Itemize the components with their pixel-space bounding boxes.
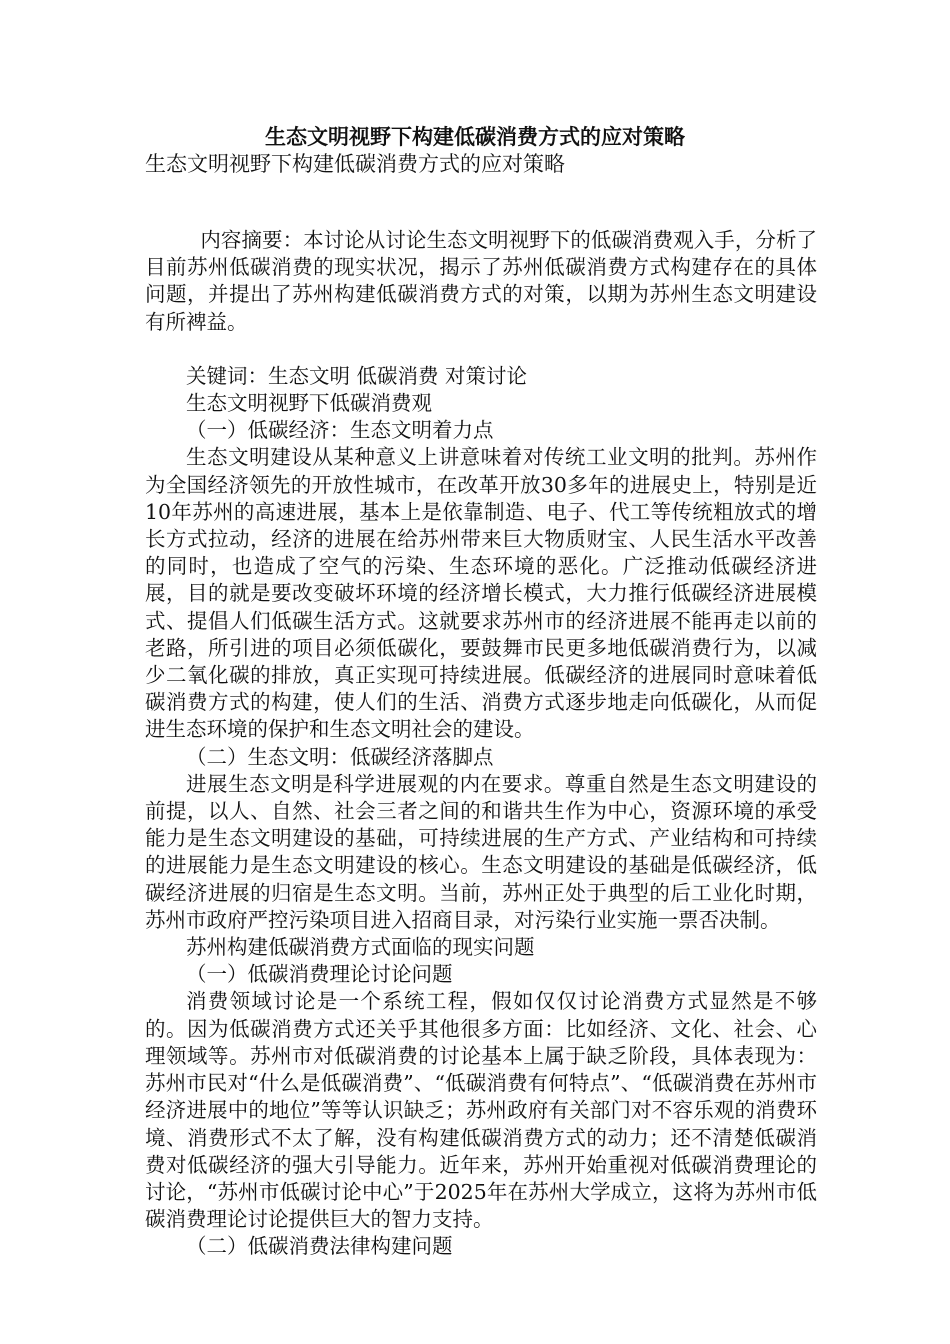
section-heading-1: 生态文明视野下低碳消费观 bbox=[186, 391, 432, 416]
spacer bbox=[145, 336, 817, 363]
paragraph-1-1: 生态文明建设从某种意义上讲意味着对传统工业文明的批判。苏州作为全国经济领先的开放性城市，在改革开放30多年的进展史上，特别是近10年苏州的高速进展，基本上是依靠制造、电子、代工等传统粗放式的增长方式拉动，经济的进展在给苏州带来巨大物质财宝、人民生活水平改善的同时，也造成了空气的污染、生态环境的恶化。广泛推动低碳经济进展，目的就是要改变破坏环境的经济增长模式，大力推行低碳经济进展模式、提倡人们低碳生活方式。这就要求苏州市的经济进展不能再走以前的老路，所引进的项目必须低碳化，要鼓舞市民更多地低碳消费行为，以减少二氧化碳的排放，真正实现可持续进展。低碳经济的进展同时意味着低碳消费方式的构建，使人们的生活、消费方式逐步地走向低碳化，从而促进生态环境的保护和生态文明社会的建设。 bbox=[145, 445, 817, 742]
document-title: 生态文明视野下构建低碳消费方式的应对策略 bbox=[265, 124, 685, 149]
subsection-heading-1-1: （一）低碳经济：生态文明着力点 bbox=[186, 418, 494, 443]
paragraph-2-1: 消费领域讨论是一个系统工程，假如仅仅讨论消费方式显然是不够的。因为低碳消费方式还关乎其他很多方面：比如经济、文化、社会、心理领域等。苏州市对低碳消费的讨论基本上属于缺乏阶段，具体表现为：苏州市民对“什么是低碳消费”、“低碳消费有何特点”、“低碳消费在苏州市经济进展中的地位”等等认识缺乏；苏州政府有关部门对不容乐观的消费环境、消费形式不太了解，没有构建低碳消费方式的动力；还不清楚低碳消费对低碳经济的强大引导能力。近年来，苏州开始重视对低碳消费理论的讨论，“苏州市低碳讨论中心”于2025年在苏州大学成立，这将为苏州市低碳消费理论讨论提供巨大的智力支持。 bbox=[145, 989, 817, 1232]
subsection-heading-2-2: （二）低碳消费法律构建问题 bbox=[186, 1234, 453, 1259]
document-body bbox=[145, 200, 817, 1261]
keywords-line: 关键词：生态文明 低碳消费 对策讨论 bbox=[186, 363, 528, 388]
spacer bbox=[145, 200, 817, 227]
subsection-heading-2-1: （一）低碳消费理论讨论问题 bbox=[186, 962, 453, 987]
abstract-paragraph: 内容摘要：本讨论从讨论生态文明视野下的低碳消费观入手，分析了目前苏州低碳消费的现实状况，揭示了苏州低碳消费方式构建存在的具体问题，并提出了苏州构建低碳消费方式的对策，以期为苏州生态文明建设有所裨益。 bbox=[145, 228, 817, 334]
section-heading-2: 苏州构建低碳消费方式面临的现实问题 bbox=[186, 935, 535, 960]
subsection-heading-1-2: （二）生态文明：低碳经济落脚点 bbox=[186, 744, 494, 769]
paragraph-1-2: 进展生态文明是科学进展观的内在要求。尊重自然是生态文明建设的前提，以人、自然、社会三者之间的和谐共生作为中心，资源环境的承受能力是生态文明建设的基础，可持续进展的生产方式、产业结构和可持续的进展能力是生态文明建设的核心。生态文明建设的基础是低碳经济，低碳经济进展的归宿是生态文明。当前，苏州正处于典型的后工业化时期，苏州市政府严控污染项目进入招商目录，对污染行业实施一票否决制。 bbox=[145, 771, 817, 932]
document-subtitle: 生态文明视野下构建低碳消费方式的应对策略 bbox=[145, 152, 565, 176]
